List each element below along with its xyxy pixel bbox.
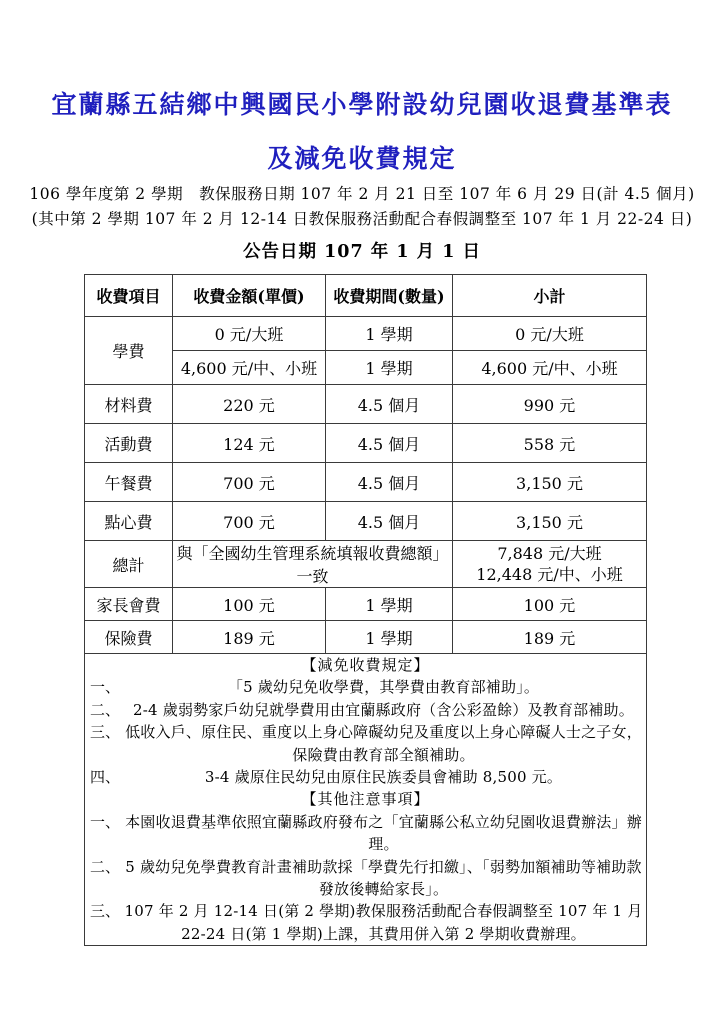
fee-schedule-table [84,274,647,946]
document-title-line1: 宜蘭縣五結鄉中興國民小學附設幼兒園收退費基準表 [51,90,673,119]
cell-subtotal: 0 元/大班 [453,317,647,351]
header-fee-period: 收費期間(數量) [326,275,453,317]
cell-amount: 0 元/大班 [173,317,326,351]
table-row-tuition-1 [85,317,647,351]
other-note-2 [87,856,644,901]
title-block [0,0,724,176]
cell-period: 4.5 個月 [326,463,453,502]
total-subtotal-line2: 12,448 元/中、小班 [476,565,623,584]
cell-total-note: 與「全國幼生管理系統填報收費總額」一致 [173,541,453,588]
table-row-activities [85,424,647,463]
cell-item-total: 總計 [85,541,173,588]
cell-amount: 124 元 [173,424,326,463]
spring-break-adjustment-note: (其中第 2 學期 107 年 2 月 12-14 日教保服務活動配合春假調整至 107 年 1 月 22-24 日) [31,210,693,228]
note-text: 107 年 2 月 12-14 日(第 2 學期)教保服務活動配合春假調整至 107 年 1 月 22-24 日(第 1 學期)上課，其費用併入第 2 學期收費辦理。 [124,902,643,943]
cell-item-tuition: 學費 [85,317,173,385]
discount-rules-heading: 【減免收費規定】 [301,656,430,674]
cell-amount: 220 元 [173,385,326,424]
header-fee-item: 收費項目 [85,275,173,317]
rule-text: 3-4 歲原住民幼兒由原住民族委員會補助 8,500 元。 [204,768,563,787]
total-subtotal-line1: 7,848 元/大班 [497,544,602,563]
discount-rule-1 [87,676,644,698]
cell-subtotal: 189 元 [453,621,647,654]
other-note-3 [87,900,644,945]
discount-rule-4 [87,766,644,788]
cell-total-subtotal [453,541,647,588]
cell-item: 保險費 [85,621,173,654]
rule-text: 低收入戶、原住民、重度以上身心障礙幼兒及重度以上身心障礙人士之子女，保險費由教育部全額補助。 [125,723,642,764]
semester-service-period: 106 學年度第 2 學期 教保服務日期 107 年 2 月 21 日至 107 年 6 月 29 日(計 4.5 個月) [29,185,695,203]
cell-amount: 700 元 [173,463,326,502]
note-text: 本園收退費基準依照宜蘭縣政府發布之「宜蘭縣公私立幼兒園收退費辦法」辦理。 [125,812,642,854]
header-subtotal: 小計 [453,275,647,317]
cell-item: 午餐費 [85,463,173,502]
cell-amount: 700 元 [173,502,326,541]
cell-item: 活動費 [85,424,173,463]
other-note-1 [87,811,644,856]
rule-number: 四、 [89,768,120,787]
announcement-date: 公告日期 107 年 1 月 1 日 [243,242,481,262]
cell-amount: 4,600 元/中、小班 [173,351,326,385]
rule-number: 三、 [89,723,120,742]
cell-period: 1 學期 [326,588,453,621]
table-row-total [85,541,647,588]
table-row-parent-association [85,588,647,621]
notes-cell [85,654,647,946]
cell-period: 1 學期 [326,351,453,385]
table-header-row [85,275,647,317]
header-fee-amount: 收費金額(單價) [173,275,326,317]
cell-subtotal: 3,150 元 [453,463,647,502]
cell-subtotal: 4,600 元/中、小班 [453,351,647,385]
cell-subtotal: 558 元 [453,424,647,463]
note-text: 5 歲幼兒免學費教育計畫補助款採「學費先行扣繳」、「弱勢加額補助等補助款發放後轉給家長」。 [125,857,642,899]
rule-text: 2-4 歲弱勢家戶幼兒就學費用由宜蘭縣政府（含公彩盈餘）及教育部補助。 [133,700,634,719]
cell-subtotal: 3,150 元 [453,502,647,541]
cell-subtotal: 990 元 [453,385,647,424]
rule-number: 一、 [89,678,120,697]
document-title-line2: 及減免收費規定 [267,144,457,173]
note-number: 三、 [89,902,120,921]
table-row-materials [85,385,647,424]
table-row-snacks [85,502,647,541]
table-row-lunch [85,463,647,502]
cell-amount: 189 元 [173,621,326,654]
cell-period: 1 學期 [326,317,453,351]
table-row-notes [85,654,647,946]
cell-item: 材料費 [85,385,173,424]
cell-period: 1 學期 [326,621,453,654]
discount-rule-2 [87,699,644,721]
table-row-insurance [85,621,647,654]
other-notes-heading: 【其他注意事項】 [301,790,430,809]
subtitle-block [0,182,724,232]
cell-item: 家長會費 [85,588,173,621]
cell-period: 4.5 個月 [326,502,453,541]
note-number: 二、 [89,857,120,876]
rule-text: 「5 歲幼兒免收學費，其學費由教育部補助」。 [227,678,540,697]
cell-item: 點心費 [85,502,173,541]
cell-period: 4.5 個月 [326,424,453,463]
cell-subtotal: 100 元 [453,588,647,621]
cell-amount: 100 元 [173,588,326,621]
discount-rule-3 [87,721,644,766]
rule-number: 二、 [89,700,120,719]
note-number: 一、 [89,812,120,831]
cell-period: 4.5 個月 [326,385,453,424]
